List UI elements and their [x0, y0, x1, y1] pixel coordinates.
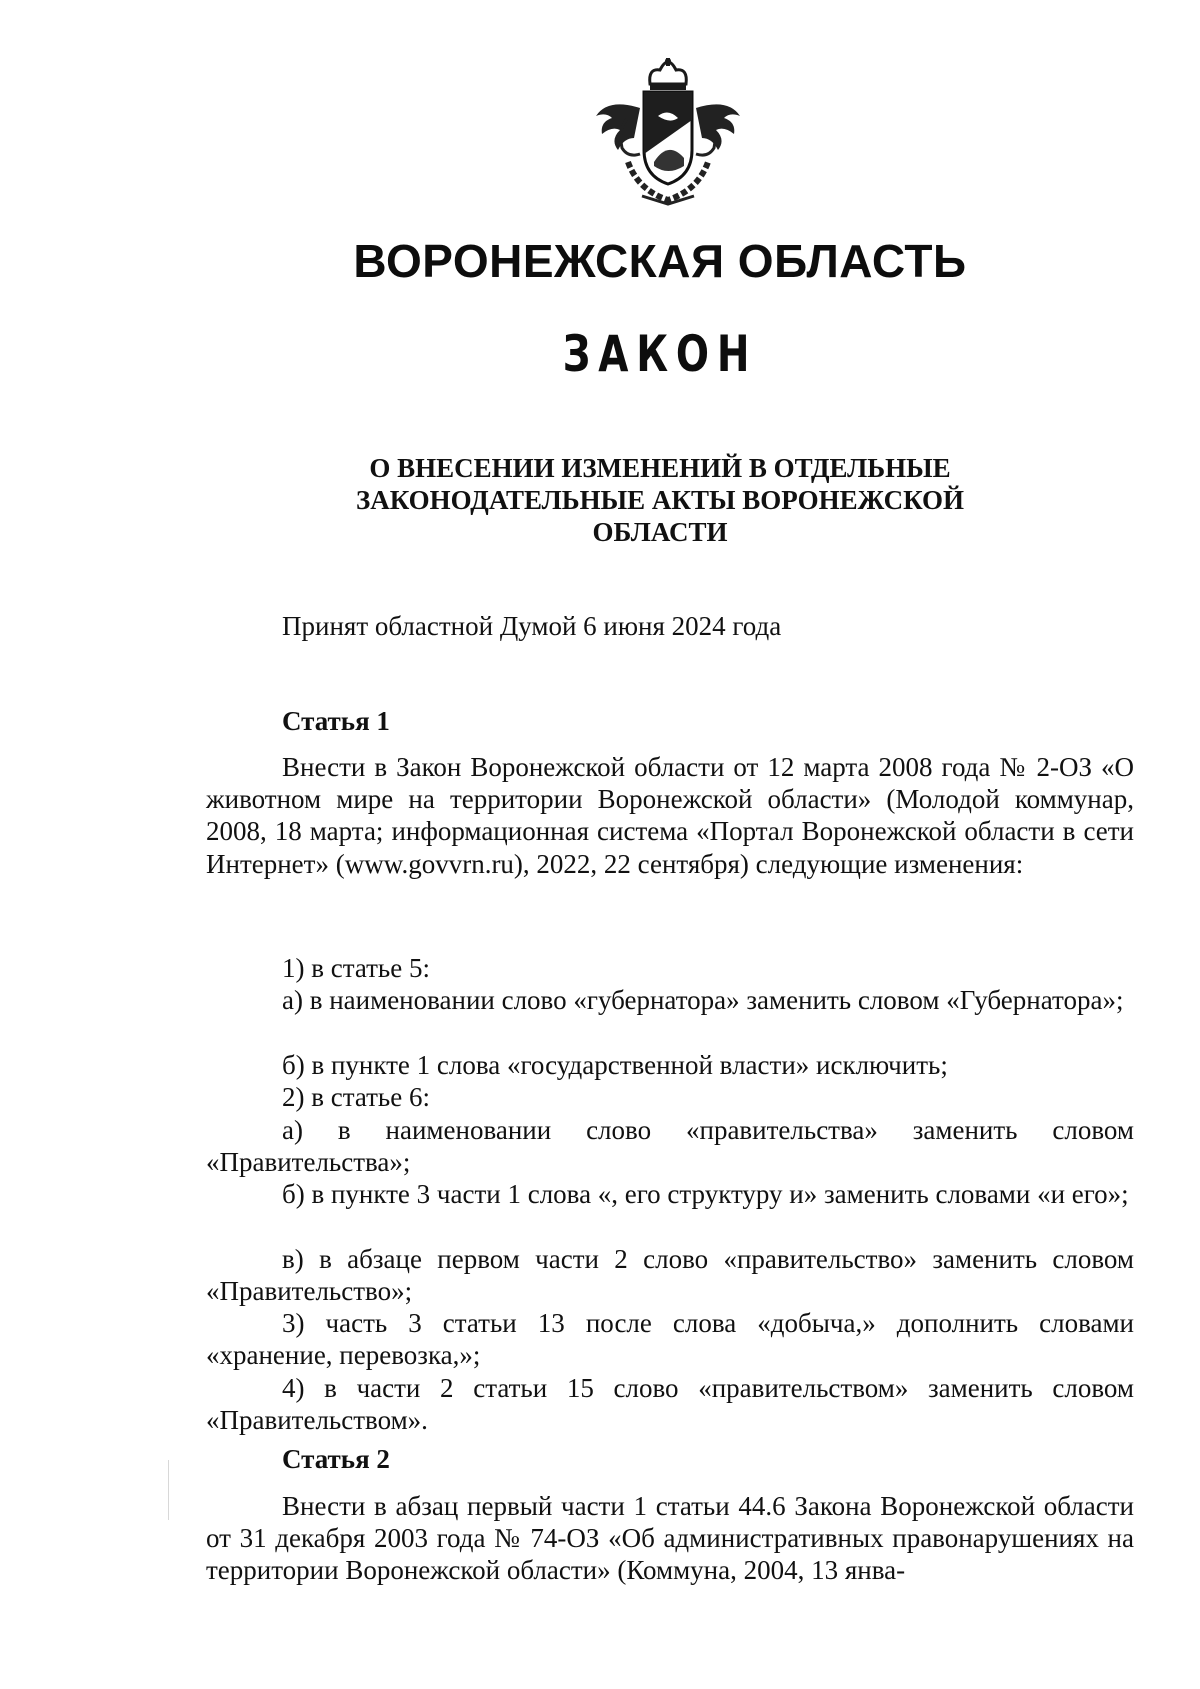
article-1-title: Статья 1: [282, 706, 390, 736]
law-title-line: ОБЛАСТИ: [592, 517, 728, 547]
adoption-note: Принят областной Думой 6 июня 2024 года: [282, 611, 782, 641]
article-1-item: 4) в части 2 статьи 15 слово «правительством» заменить словом «Правительством».: [206, 1373, 1134, 1436]
article-1-item: б) в пункте 3 части 1 слова «, его структуру и» заменить словами «и его»;: [282, 1179, 1129, 1209]
law-title-line: О ВНЕСЕНИИ ИЗМЕНЕНИЙ В ОТДЕЛЬНЫЕ: [369, 453, 951, 483]
coat-of-arms-icon: [588, 58, 748, 208]
article-1-item: б) в пункте 1 слова «государственной власти» исключить;: [282, 1050, 948, 1080]
article-1-intro: Внести в Закон Воронежской области от 12 марта 2008 года № 2-ОЗ «О животном мире на территории Воронежской области» (Молодой коммунар, 2008, 18 марта; информационная система «Портал Воронежской области в сети Интернет» (www.govvrn.ru), 2022, 22 сентября) следующие изменения:: [206, 752, 1134, 879]
article-2-title: Статья 2: [282, 1444, 390, 1474]
article-1-item: 2) в статье 6:: [282, 1082, 430, 1112]
article-1-item: а) в наименовании слово «правительства» заменить словом «Правительства»;: [206, 1115, 1134, 1178]
region-title: ВОРОНЕЖСКАЯ ОБЛАСТЬ: [353, 235, 967, 287]
article-2-intro: Внести в абзац первый части 1 статьи 44.6 Закона Воронежской области от 31 декабря 2003 года № 74-ОЗ «Об административных правонарушениях на территории Воронежской области» (Коммуна, 2004, 13 янва-: [206, 1491, 1134, 1586]
article-1-item: 1) в статье 5:: [282, 953, 430, 983]
article-1-item: в) в абзаце первом части 2 слово «правительство» заменить словом «Правительство»;: [206, 1244, 1134, 1307]
article-1-item: а) в наименовании слово «губернатора» заменить словом «Губернатора»;: [282, 985, 1124, 1015]
law-title: [300, 452, 1020, 548]
document-type: ЗАКОН: [562, 325, 758, 383]
article-1-item: 3) часть 3 статьи 13 после слова «добыча,» дополнить словами «хранение, перевозка,»;: [206, 1308, 1134, 1371]
law-title-line: ЗАКОНОДАТЕЛЬНЫЕ АКТЫ ВОРОНЕЖСКОЙ: [355, 485, 965, 515]
scan-artifact: [168, 1460, 169, 1520]
